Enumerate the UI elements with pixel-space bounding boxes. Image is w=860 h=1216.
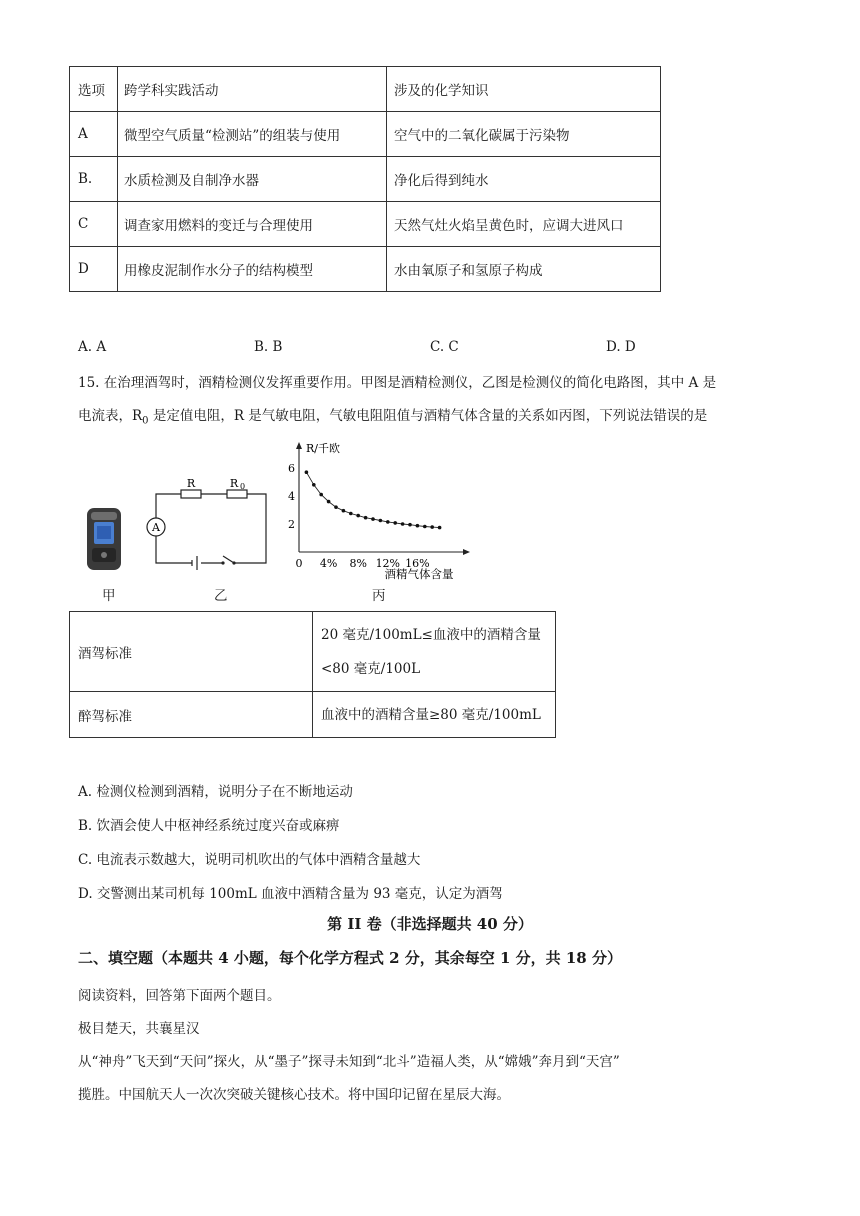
drunk-driving-standard-table [69, 611, 556, 738]
chart-data-point [393, 521, 397, 525]
table-cell: 用橡皮泥制作水分子的结构模型 [118, 247, 387, 292]
chart-y-axis-label: R/千欧 [306, 442, 340, 455]
q15-stem-line2: 电流表，$R_0$ 是定值电阻，R 是气敏电阻，气敏电阻阻值与酒精气体含量的关系如丙图，下列说法错误的是 [78, 408, 708, 427]
chart-x-tick-label: 16% [405, 557, 430, 570]
chart-data-point [423, 525, 427, 529]
chart-data-point [356, 514, 360, 518]
q15-stem-line1: 15. 在治理酒驾时，酒精检测仪发挥重要作用。甲图是酒精检测仪，乙图是检测仪的简化电路图，其中 A 是 [78, 375, 717, 391]
chart-data-point [305, 470, 309, 474]
table-cell: 天然气灶火焰呈黄色时，应调大进风口 [387, 202, 661, 247]
table-header-cell: 涉及的化学知识 [387, 67, 661, 112]
chart-y-tick-label: 2 [288, 518, 295, 531]
table-row [70, 202, 661, 247]
reading-para-line1: 从“神舟”飞天到“天问”探火，从“墨子”探寻未知到“北斗”造福人类，从“嫦娥”奔月到“天宫” [78, 1054, 620, 1070]
table-header-cell: 跨学科实践活动 [118, 67, 387, 112]
chart-data-point [371, 517, 375, 521]
chart-data-point [319, 493, 323, 497]
chart-data-point [416, 524, 420, 528]
chart-data-point [438, 526, 442, 530]
chart-x-axis-label: 酒精气体含量 [384, 567, 454, 581]
q14-option-d[interactable]: D. D [606, 339, 636, 355]
chart-x-tick-label: 4% [319, 557, 338, 570]
table-header-cell: 选项 [70, 67, 118, 112]
chart-data-point [334, 505, 338, 509]
breathalyzer-image [84, 506, 124, 572]
section-title: 第 II 卷（非选择题共 40 分） [327, 915, 533, 933]
chart-data-point [401, 522, 405, 526]
table-cell: 水由氧原子和氢原子构成 [387, 247, 661, 292]
chart-data-point [342, 509, 346, 513]
figure-caption-jia: 甲 [102, 588, 116, 604]
chart-x-tick-label: 0 [295, 557, 303, 570]
q14-option-b[interactable]: B. B [254, 339, 283, 355]
table-row [70, 157, 661, 202]
chart-data-point [430, 525, 434, 529]
table-cell: C [70, 202, 118, 247]
q15-option-a[interactable]: A. 检测仪检测到酒精，说明分子在不断地运动 [78, 784, 353, 800]
table-cell: D [70, 247, 118, 292]
table-row [70, 692, 556, 738]
figure-caption-yi: 乙 [214, 588, 228, 604]
chart-x-tick-label: 8% [349, 557, 367, 570]
ammeter-label: A [152, 521, 160, 534]
circuit-diagram [146, 472, 274, 572]
resistor-r0-label: R [229, 477, 239, 490]
table-cell: 微型空气质量“检测站”的组装与使用 [118, 112, 387, 157]
table-cell: B. [70, 157, 118, 202]
chart-data-point [379, 519, 383, 523]
chart-x-tick-label: 12% [375, 557, 401, 570]
q15-option-d[interactable]: D. 交警测出某司机每 100mL 血液中酒精含量为 93 毫克，认定为酒驾 [78, 886, 503, 902]
chart-data-point [349, 512, 353, 516]
chart-data-point [364, 516, 368, 520]
figure-caption-bing: 丙 [372, 588, 386, 604]
chart-data-point [327, 500, 331, 504]
activity-table [69, 66, 661, 292]
chart-data-point [312, 483, 316, 487]
table-cell: 净化后得到纯水 [387, 157, 661, 202]
reading-para-line2: 揽胜。中国航天人一次次突破关键核心技术。将中国印记留在星辰大海。 [78, 1087, 510, 1103]
table-row [70, 112, 661, 157]
table-cell: 水质检测及自制净水器 [118, 157, 387, 202]
chart-y-tick-label: 4 [288, 490, 295, 503]
chart-data-point [386, 520, 390, 524]
table-row [70, 612, 556, 692]
q15-option-b[interactable]: B. 饮酒会使人中枢神经系统过度兴奋或麻痹 [78, 818, 340, 834]
table-cell: 空气中的二氧化碳属于污染物 [387, 112, 661, 157]
table-cell-label: 醉驾标准 [70, 692, 313, 738]
resistance-chart [282, 440, 482, 586]
q15-option-c[interactable]: C. 电流表示数越大，说明司机吹出的气体中酒精含量越大 [78, 852, 421, 868]
chart-y-tick-label: 6 [288, 462, 295, 475]
reading-title: 极目楚天，共襄星汉 [78, 1021, 200, 1037]
table-cell-value: 血液中的酒精含量≥80 毫克/100mL [313, 692, 556, 738]
resistor-r0-subscript: 0 [240, 482, 246, 491]
q14-option-c[interactable]: C. C [430, 339, 459, 355]
resistor-r-label: R [186, 477, 196, 490]
chart-data-point [408, 523, 412, 527]
table-cell: 调查家用燃料的变迁与合理使用 [118, 202, 387, 247]
table-row [70, 247, 661, 292]
table-cell-value: 20 毫克/100mL≤血液中的酒精含量 <80 毫克/100L [313, 612, 556, 692]
q14-option-a[interactable]: A. A [78, 339, 107, 355]
table-cell-label: 酒驾标准 [70, 612, 313, 692]
table-header-row [70, 67, 661, 112]
reading-intro: 阅读资料，回答第下面两个题目。 [78, 988, 281, 1004]
table-cell: A [70, 112, 118, 157]
part-heading: 二、填空题（本题共 4 小题，每个化学方程式 2 分，其余每空 1 分，共 18 分） [78, 949, 622, 967]
